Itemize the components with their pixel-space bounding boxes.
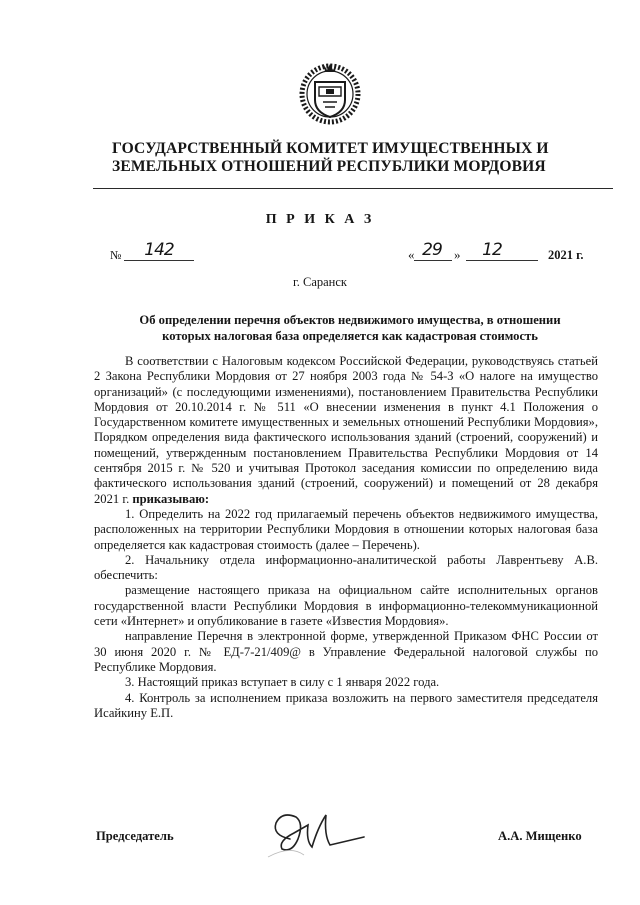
item-2: 2. Начальнику отдела информационно-аналитической работы Лаврентьеву А.В. обеспечить: bbox=[94, 552, 598, 583]
preamble-text: В соответствии с Налоговым кодексом Российской Федерации, руководствуясь статьей 2 Закона Республики Мордовия от 27 ноября 2003 года № 54-З «О налоге на имущество организаций» (с последующими изменениями), постановлением Правительства Республики Мордовия от 20.10.2014 г. № 511 «О внесении изменения в пункт 4.1 Положения о Государственном комитете имущественных и земельных отношений Республики Мордовия», Порядком определения вида фактического использования зданий (строений, сооружений) и помещений, утвержденным постановлением Правительства Республики Мордовия от 14 сентября 2015 г. № 520 и учитывая Протокол заседания комиссии по определению вида фактического использования зданий (строений, сооружений) и помещений от 28 декабря 2021 г. bbox=[94, 354, 598, 506]
number-underline bbox=[124, 260, 194, 261]
item-2a: размещение настоящего приказа на официальном сайте исполнительных органов государственной власти Республики Мордовия в информационно-телекоммуникационной сети «Интернет» и опубликование в газете «Известия Мордовия». bbox=[94, 583, 598, 629]
coat-of-arms-emblem bbox=[297, 60, 363, 126]
organization-title-line-2: ЗЕМЕЛЬНЫХ ОТНОШЕНИЙ РЕСПУБЛИКИ МОРДОВИЯ bbox=[112, 158, 546, 175]
date-quote-close: » bbox=[454, 247, 461, 262]
organization-title-line-1: ГОСУДАРСТВЕННЫЙ КОМИТЕТ ИМУЩЕСТВЕННЫХ И bbox=[112, 140, 549, 157]
organization-title bbox=[112, 140, 582, 176]
document-type: П Р И К А З bbox=[265, 212, 375, 227]
date-day-underline bbox=[414, 260, 452, 261]
number-sign: № bbox=[110, 248, 122, 262]
order-body bbox=[94, 354, 598, 721]
item-4: 4. Контроль за исполнением приказа возложить на первого заместителя председателя Исайкину Е.П. bbox=[94, 690, 598, 720]
signatory-title: Председатель bbox=[96, 829, 174, 843]
order-subject bbox=[100, 312, 600, 344]
date-year: 2021 г. bbox=[548, 248, 584, 262]
order-number: 142 bbox=[144, 240, 174, 260]
city: г. Саранск bbox=[293, 275, 347, 289]
date-month: 12 bbox=[482, 240, 502, 260]
date-month-underline bbox=[466, 260, 538, 261]
signatory-name: А.А. Мищенко bbox=[498, 829, 582, 843]
preamble-directive: приказываю: bbox=[132, 491, 210, 506]
item-1: 1. Определить на 2022 год прилагаемый перечень объектов недвижимого имущества, расположенных на территории Республики Мордовия в отношении которых налоговая база определяется как кадастровая стоимость (далее – Перечень). bbox=[94, 506, 598, 552]
item-2b: направление Перечня в электронной форме, утвержденной Приказом ФНС России от 30 июня 2020 г. № ЕД-7-21/409@ в Управление Федеральной налоговой службы по Республике Мордовия. bbox=[94, 629, 598, 674]
date-quote-open: « bbox=[408, 247, 415, 262]
preamble-paragraph bbox=[94, 354, 598, 507]
header-divider bbox=[93, 188, 613, 189]
item-3: 3. Настоящий приказ вступает в силу с 1 января 2022 года. bbox=[125, 675, 440, 690]
subject-line-2: которых налоговая база определяется как кадастровая стоимость bbox=[162, 329, 538, 343]
subject-line-1: Об определении перечня объектов недвижимого имущества, в отношении bbox=[139, 313, 561, 327]
date-day: 29 bbox=[422, 240, 442, 260]
handwritten-signature bbox=[260, 805, 370, 863]
